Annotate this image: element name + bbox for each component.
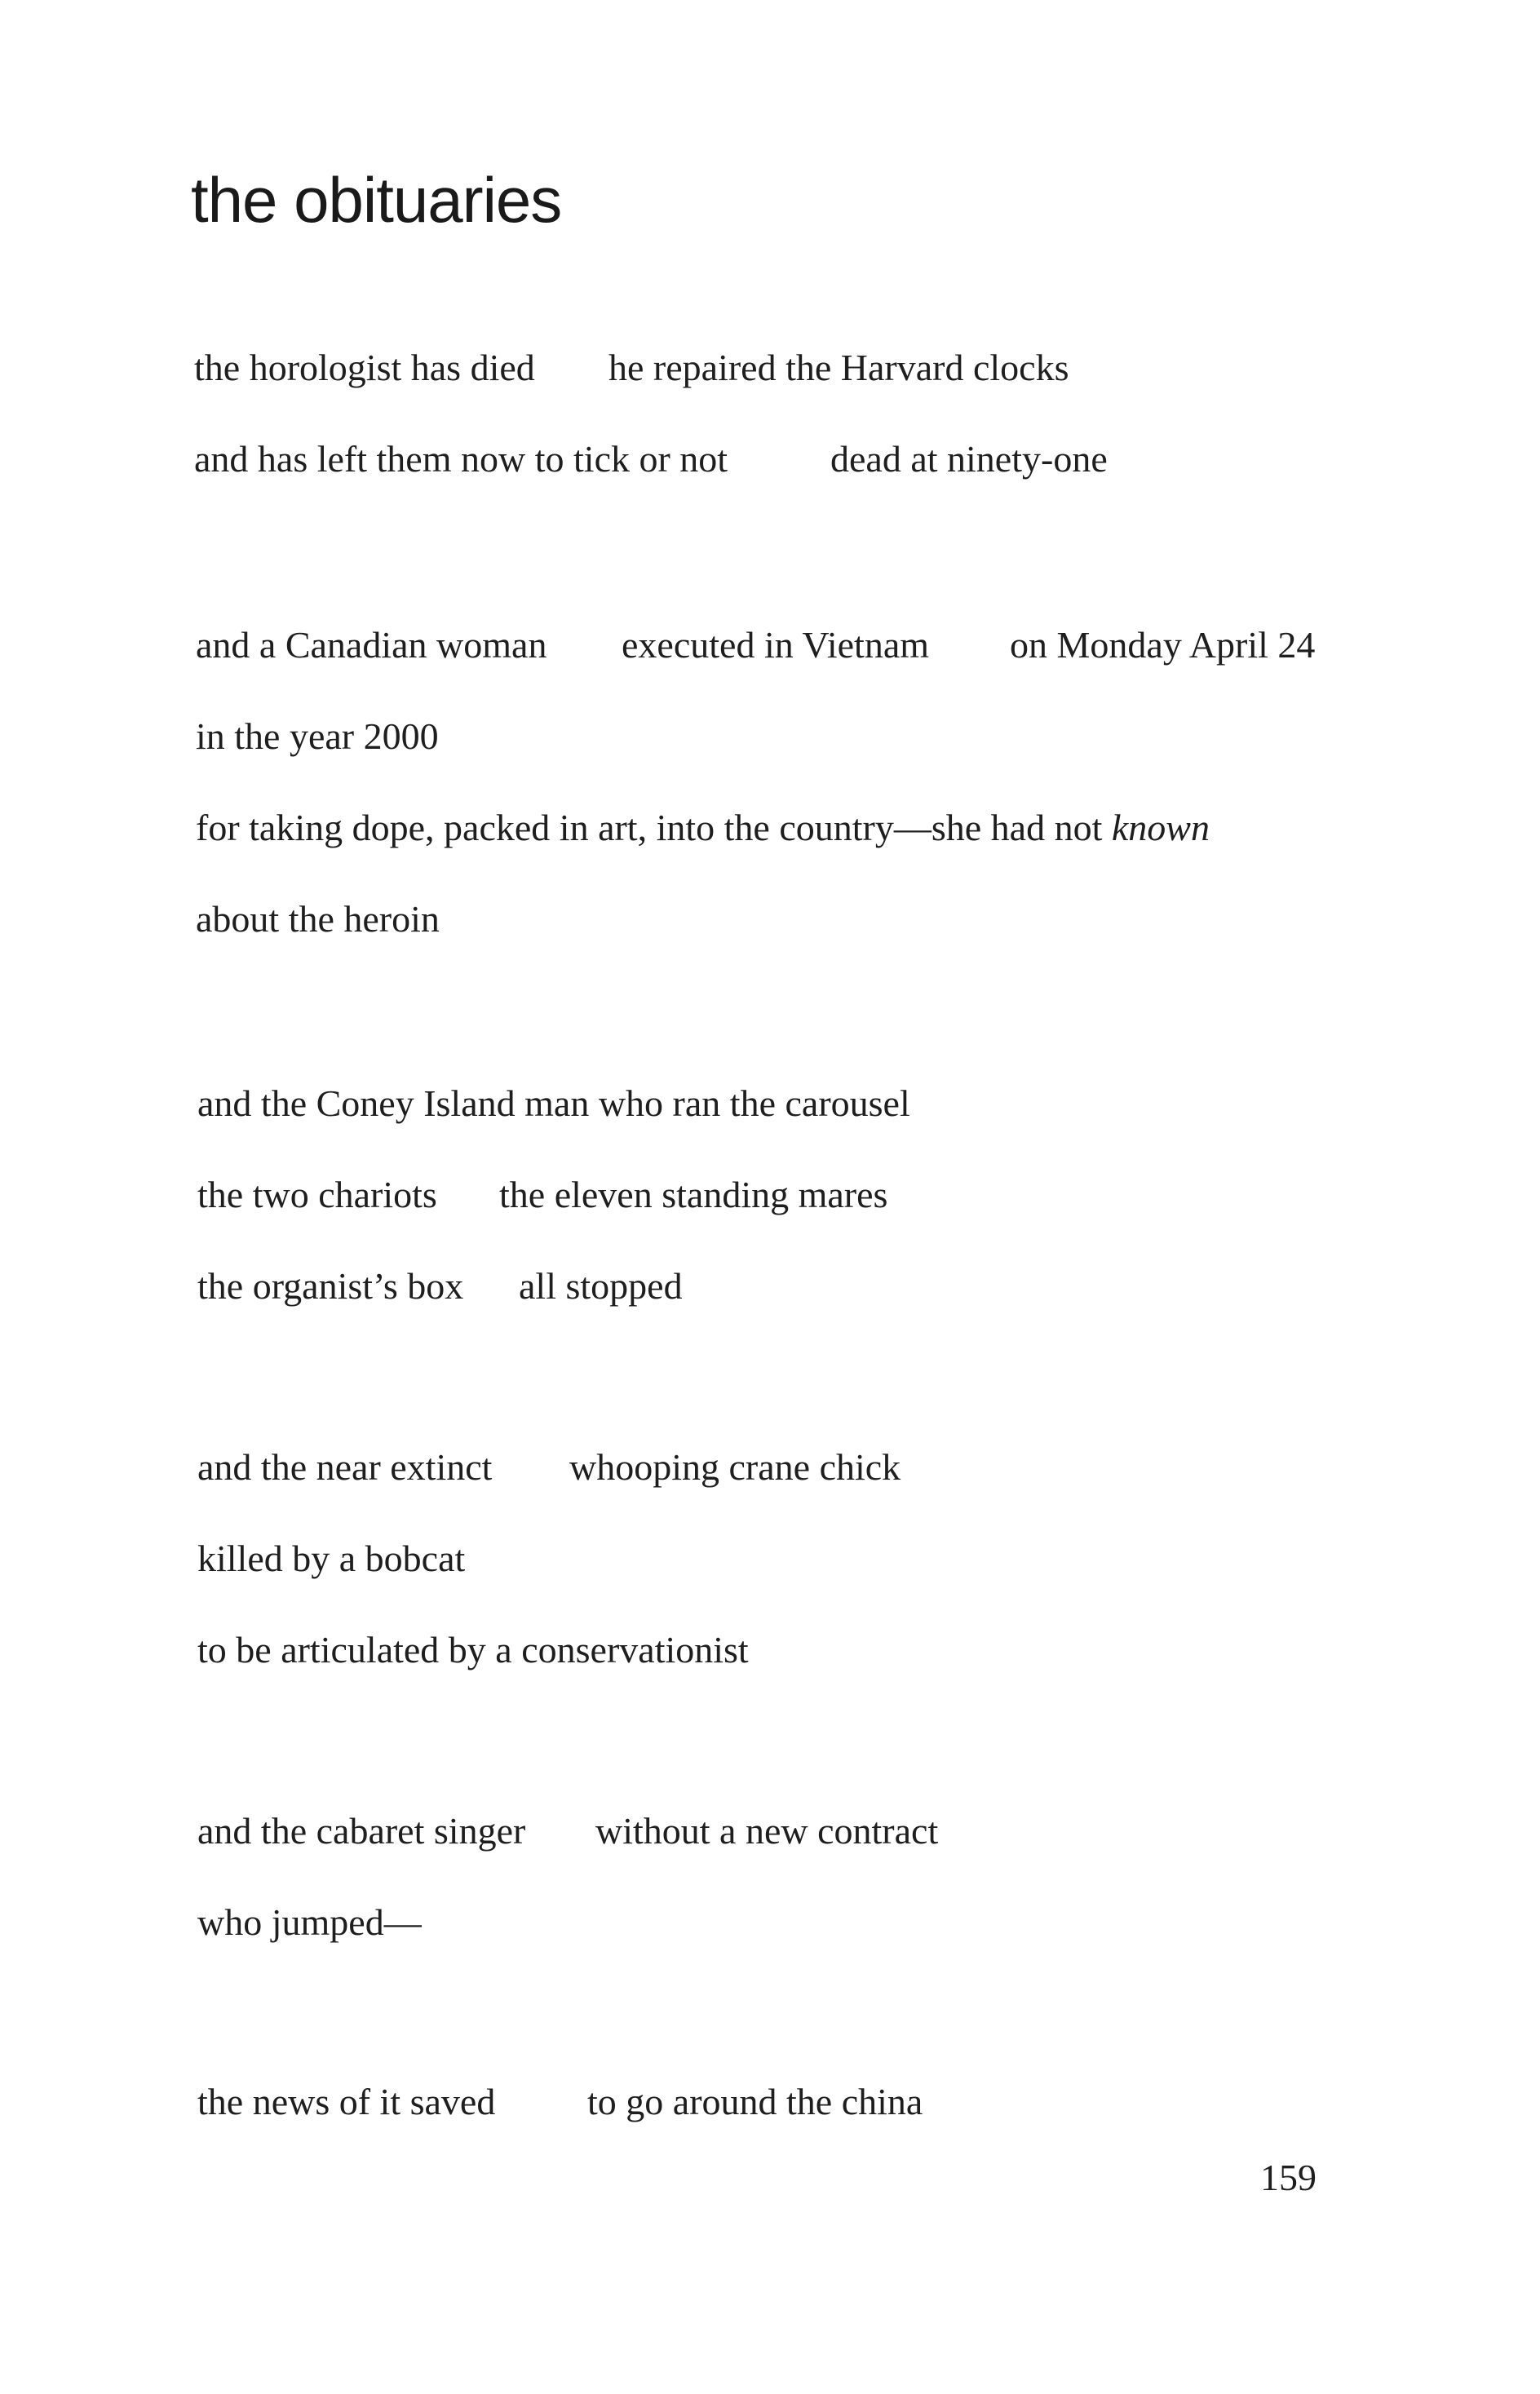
line-segment: and has left them now to tick or not [194,438,728,480]
line-segment: he repaired the Harvard clocks [608,347,1069,388]
line-segment: and the Coney Island man who ran the carousel [197,1082,910,1124]
line-segment: to go around the china [587,2081,923,2122]
line-segment: to be articulated by a conservationist [197,1629,749,1670]
line-segment: the news of it saved [197,2081,496,2122]
line-segment [196,809,1210,847]
line-text: for taking dope, packed in art, into the country—she had not [196,807,1112,848]
line-segment: executed in Vietnam [622,624,930,666]
line-segment: about the heroin [196,898,440,940]
line-segment: and the near extinct [197,1446,493,1488]
line-segment: in the year 2000 [196,715,439,757]
line-segment: and a Canadian woman [196,624,547,666]
line-segment: on Monday April 24 [1010,624,1316,666]
line-segment: all stopped [519,1265,683,1307]
line-segment: without a new contract [595,1810,939,1852]
line-segment: who jumped— [197,1901,422,1943]
line-segment: the two chariots [197,1174,437,1215]
line-segment: dead at ninety-one [830,438,1108,480]
line-segment: whooping crane chick [569,1446,901,1488]
page-number: 159 [1260,2157,1317,2198]
poem-title: the obituaries [191,164,562,236]
line-segment: the eleven standing mares [499,1174,888,1215]
line-segment: and the cabaret singer [197,1810,526,1852]
line-segment: the horologist has died [194,347,535,388]
line-segment: the organist’s box [197,1265,464,1307]
italic-word: known [1111,807,1210,848]
line-segment: killed by a bobcat [197,1538,466,1579]
